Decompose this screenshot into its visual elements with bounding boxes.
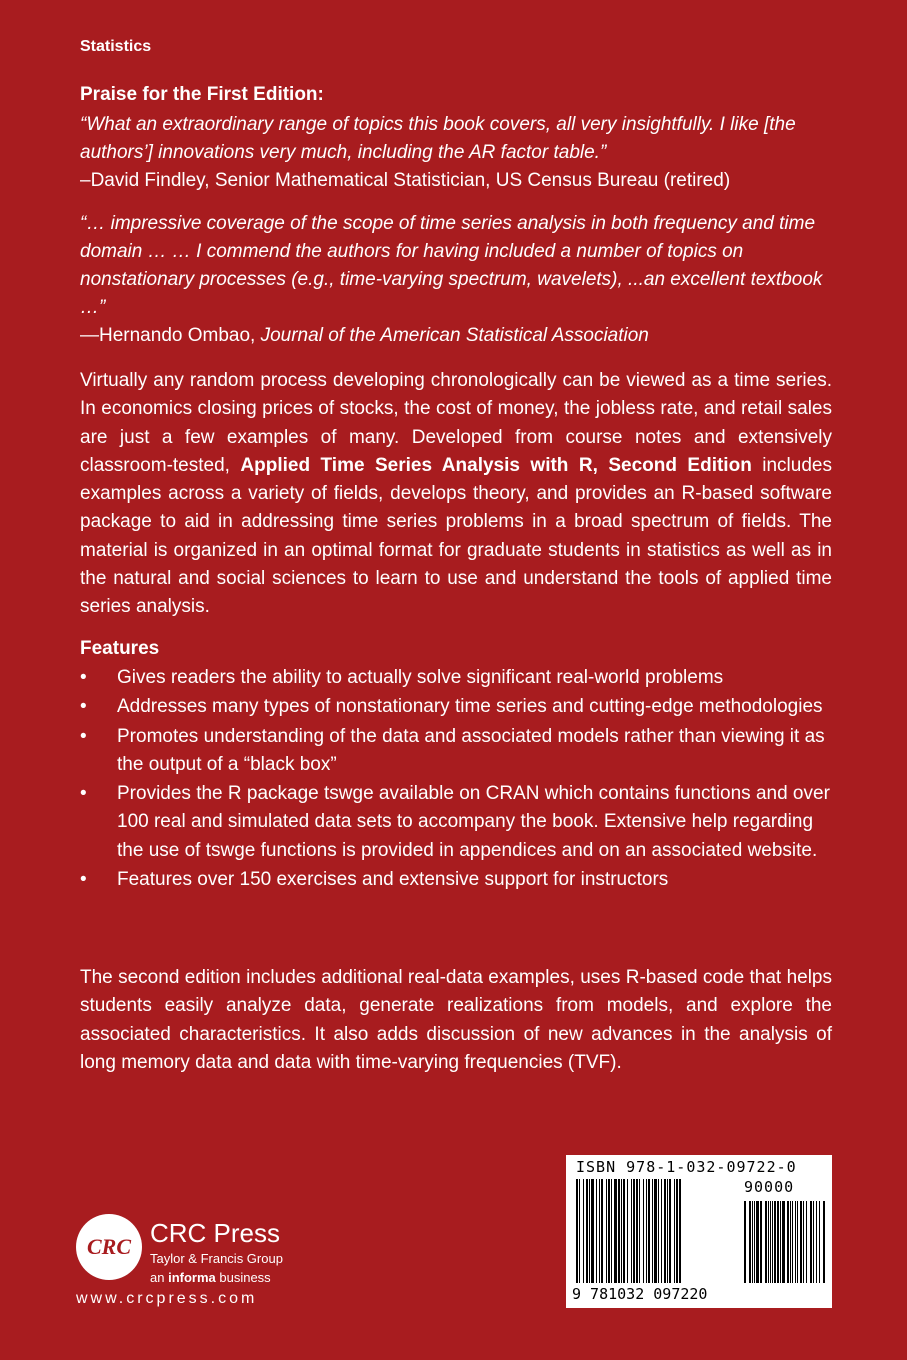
crc-logo-icon	[76, 1214, 142, 1280]
barcode-bar	[774, 1201, 776, 1283]
feature-text: Gives readers the ability to actually solve significant real-world problems	[117, 667, 724, 688]
barcode-bar	[591, 1179, 594, 1283]
feature-text: Addresses many types of nonstationary time series and cutting-edge methodologies	[117, 696, 823, 718]
barcode-bar	[777, 1201, 779, 1283]
quote-text-2: “… impressive coverage of the scope of time series analysis in both frequency and time domain … … I commend the authors for having included a number of topics on nonstationary processes (e.g., time-varying spectrum, wavelets), ...an excellent textbook …”	[80, 213, 823, 318]
feature-item	[80, 664, 832, 692]
feature-item	[80, 866, 832, 894]
barcode-bar	[661, 1179, 662, 1283]
barcode-bar	[770, 1201, 771, 1283]
barcode-bar	[664, 1179, 666, 1283]
barcode-bar	[589, 1179, 590, 1283]
barcode-bar	[760, 1201, 762, 1283]
bullet-icon: •	[80, 667, 87, 688]
barcode-bar	[806, 1201, 807, 1283]
barcode-bar	[813, 1201, 814, 1283]
publisher-block	[76, 1214, 336, 1324]
barcode-bar	[601, 1179, 603, 1283]
barcode-bar	[780, 1201, 781, 1283]
barcode-bar	[614, 1179, 617, 1283]
book-title: Applied Time Series Analysis with R, Second Edition	[240, 454, 752, 476]
quote-attribution-1: –David Findley, Senior Mathematical Statistician, US Census Bureau (retired)	[80, 170, 731, 191]
barcode-bar	[631, 1179, 632, 1283]
barcode-bar	[623, 1179, 625, 1283]
bullet-icon: •	[80, 696, 87, 718]
barcode-bar	[669, 1179, 671, 1283]
barcode-bar	[627, 1179, 628, 1283]
barcode-bar	[765, 1201, 767, 1283]
feature-item	[80, 723, 832, 780]
barcode-bar	[772, 1201, 773, 1283]
isbn-barcode	[566, 1155, 832, 1308]
barcode-bar	[633, 1179, 635, 1283]
feature-text: Provides the R package tswge available on CRAN which contains functions and over 100 real and simulated data sets to accompany the book. Extensive help regarding the use of tswge functions is provided in appendices and on an associated website.	[117, 783, 830, 861]
barcode-bars-icon	[576, 1179, 826, 1285]
quote-attribution-2	[80, 322, 832, 350]
barcode-bar	[599, 1179, 600, 1283]
barcode-bar	[749, 1201, 751, 1283]
barcode-bar	[679, 1179, 681, 1283]
barcode-bar	[782, 1201, 785, 1283]
barcode-bar	[583, 1179, 584, 1283]
barcode-bar	[654, 1179, 657, 1283]
bullet-icon: •	[80, 869, 87, 891]
ean-digits: 9 781032 097220	[572, 1285, 708, 1303]
barcode-bar	[797, 1201, 798, 1283]
feature-item	[80, 780, 832, 865]
barcode-bar	[676, 1179, 678, 1283]
logo-text: CRC	[86, 1234, 132, 1259]
features-heading: Features	[80, 638, 160, 659]
barcode-bar	[652, 1179, 653, 1283]
publisher-informa	[150, 1270, 271, 1285]
barcode-bar	[646, 1179, 647, 1283]
feature-item	[80, 693, 832, 721]
feature-text: Promotes understanding of the data and associated models rather than viewing it as the output of a “black box”	[117, 725, 825, 775]
quote-text-1: “What an extraordinary range of topics this book covers, all very insightfully. I like [the authors’] innovations very much, including the AR factor table.”	[80, 114, 796, 163]
barcode-bar	[787, 1201, 789, 1283]
features-list	[80, 664, 832, 895]
barcode-bar	[752, 1201, 753, 1283]
barcode-bar	[754, 1201, 755, 1283]
barcode-bar	[674, 1179, 675, 1283]
informa-bold: informa	[168, 1270, 216, 1285]
barcode-bar	[643, 1179, 644, 1283]
review-quote-1	[80, 111, 832, 195]
barcode-bar	[816, 1201, 817, 1283]
barcode-bar	[756, 1201, 759, 1283]
barcode-bar	[744, 1201, 746, 1283]
publisher-url: www.crcpress.com	[76, 1290, 258, 1307]
attribution-journal-2: Journal of the American Statistical Association	[260, 325, 649, 346]
barcode-bar	[608, 1179, 610, 1283]
description-part-2: includes examples across a variety of fields, develops theory, and provides an R-based software package to aid in addressing time series problems in a broad spectrum of fields. The material is organized in an optimal format for graduate students in statistics as well as in the natural and social sciences to learn to use and understand the tools of applied time series analysis.	[80, 454, 832, 618]
isbn-text: ISBN 978-1-032-09722-0	[576, 1158, 797, 1176]
barcode-bar	[648, 1179, 650, 1283]
description-paragraph	[80, 367, 832, 622]
barcode-bar	[790, 1201, 791, 1283]
barcode-bar	[576, 1179, 578, 1283]
category-label: Statistics	[80, 38, 152, 55]
barcode-bar	[823, 1201, 825, 1283]
bullet-icon: •	[80, 783, 87, 805]
barcode-bar	[586, 1179, 588, 1283]
description-part-1: Virtually any random process developing chronologically can be viewed as a time series. In economics closing prices of stocks, the cost of money, the jobless rate, and retail sales are just a few examples of many. Developed from course notes and extensively classroom-tested,	[80, 370, 832, 476]
barcode-bar	[795, 1201, 796, 1283]
price-code: 90000	[744, 1178, 795, 1196]
barcode-bar	[819, 1201, 820, 1283]
barcode-bar	[792, 1201, 793, 1283]
barcode-bar	[611, 1179, 612, 1283]
barcode-bar	[606, 1179, 607, 1283]
feature-text: Features over 150 exercises and extensive support for instructors	[117, 869, 669, 891]
barcode-bar	[621, 1179, 622, 1283]
barcode-bar	[800, 1201, 802, 1283]
publisher-group: Taylor & Francis Group	[150, 1251, 283, 1266]
praise-heading: Praise for the First Edition:	[80, 84, 324, 105]
barcode-bar	[618, 1179, 620, 1283]
barcode-bar	[636, 1179, 638, 1283]
review-quote-2	[80, 210, 832, 350]
barcode-bar	[810, 1201, 812, 1283]
second-edition-paragraph: The second edition includes additional real-data examples, uses R-based code that helps students easily analyze data, generate realizations from models, and explore the associated characteristics. It also adds discussion of new advances in the analysis of long memory data and data with time-varying frequencies (TVF).	[80, 967, 832, 1073]
barcode-bar	[596, 1179, 597, 1283]
informa-suffix: business	[215, 1270, 271, 1285]
barcode-bar	[579, 1179, 580, 1283]
attribution-name-2: —Hernando Ombao,	[80, 325, 261, 346]
barcode-bar	[768, 1201, 769, 1283]
barcode-bar	[667, 1179, 668, 1283]
barcode-bar	[803, 1201, 804, 1283]
publisher-name: CRC Press	[150, 1218, 281, 1248]
bullet-icon: •	[80, 725, 87, 747]
barcode-bar	[639, 1179, 640, 1283]
barcode-bar	[658, 1179, 659, 1283]
informa-prefix: an	[150, 1270, 169, 1285]
